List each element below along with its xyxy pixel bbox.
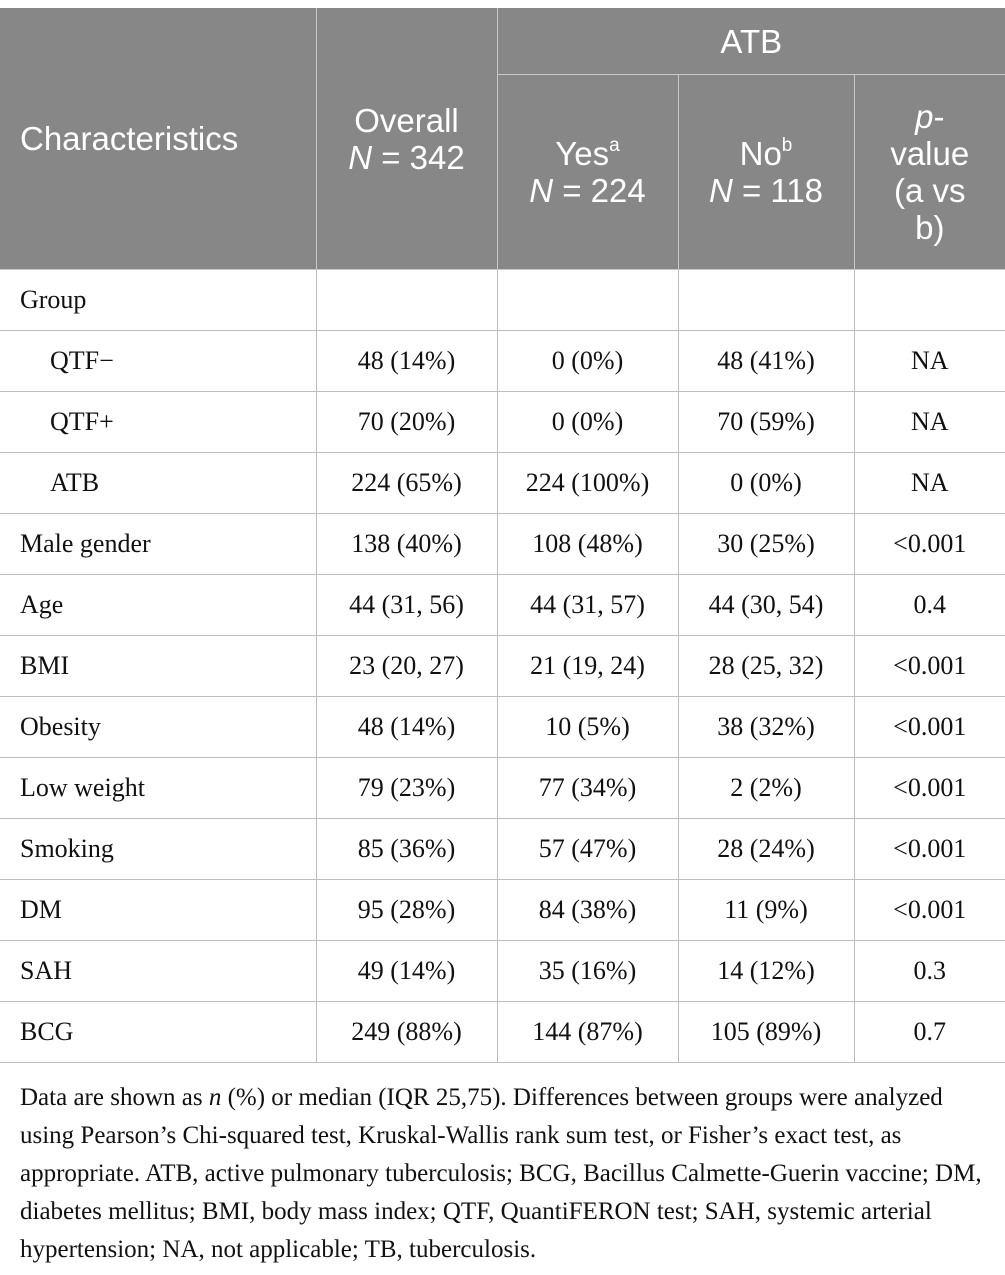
header-row-top (0, 8, 1005, 75)
row-label: Smoking (0, 819, 316, 880)
cell-atb-yes: 10 (5%) (497, 697, 678, 758)
row-label: DM (0, 880, 316, 941)
cell-atb-yes: 0 (0%) (497, 392, 678, 453)
table-row (0, 453, 1005, 514)
cell-atb-yes (497, 270, 678, 331)
cell-atb-no: 28 (24%) (678, 819, 854, 880)
cell-atb-no: 70 (59%) (678, 392, 854, 453)
header-yes-label: Yes (555, 135, 610, 172)
cell-pvalue: <0.001 (854, 697, 1005, 758)
row-label: BMI (0, 636, 316, 697)
cell-atb-no: 14 (12%) (678, 941, 854, 1002)
cell-atb-no: 30 (25%) (678, 514, 854, 575)
header-yes (497, 75, 678, 270)
cell-pvalue: 0.4 (854, 575, 1005, 636)
cell-atb-yes: 44 (31, 57) (497, 575, 678, 636)
cell-atb-no: 28 (25, 32) (678, 636, 854, 697)
header-yes-n-value: = 224 (553, 172, 646, 209)
row-label: QTF− (0, 331, 316, 392)
footnote-part1: Data are shown as (20, 1084, 209, 1111)
cell-overall: 79 (23%) (316, 758, 497, 819)
cell-atb-yes: 35 (16%) (497, 941, 678, 1002)
header-pvalue-line2: value (890, 135, 970, 172)
table-footnote (20, 1079, 985, 1269)
cell-overall: 49 (14%) (316, 941, 497, 1002)
header-yes-n-symbol: N (529, 172, 554, 209)
header-pvalue (854, 75, 1005, 270)
table-row (0, 270, 1005, 331)
row-label: QTF+ (0, 392, 316, 453)
row-label: ATB (0, 453, 316, 514)
header-no-n-symbol: N (708, 172, 733, 209)
table-row (0, 697, 1005, 758)
header-no-n-value: = 118 (732, 172, 824, 209)
cell-overall (316, 270, 497, 331)
header-no (678, 75, 854, 270)
table-row (0, 392, 1005, 453)
table-row (0, 819, 1005, 880)
cell-atb-yes: 0 (0%) (497, 331, 678, 392)
cell-atb-no: 105 (89%) (678, 1002, 854, 1063)
cell-pvalue: 0.7 (854, 1002, 1005, 1063)
table-row (0, 880, 1005, 941)
footnote-n-italic: n (208, 1084, 222, 1111)
characteristics-table-container (0, 8, 1005, 1269)
cell-pvalue: NA (854, 392, 1005, 453)
row-label: Group (0, 270, 316, 331)
cell-overall: 224 (65%) (316, 453, 497, 514)
cell-pvalue: 0.3 (854, 941, 1005, 1002)
cell-atb-no: 44 (30, 54) (678, 575, 854, 636)
cell-overall: 44 (31, 56) (316, 575, 497, 636)
row-label: Male gender (0, 514, 316, 575)
characteristics-table (0, 8, 1005, 1063)
row-label: BCG (0, 1002, 316, 1063)
cell-atb-no: 38 (32%) (678, 697, 854, 758)
cell-atb-yes: 108 (48%) (497, 514, 678, 575)
cell-atb-no: 11 (9%) (678, 880, 854, 941)
cell-overall: 138 (40%) (316, 514, 497, 575)
header-pvalue-dash: - (933, 98, 945, 135)
header-pvalue-line3: (a vs (894, 172, 966, 209)
table-body (0, 270, 1005, 1063)
header-overall-n-symbol: N (348, 138, 373, 176)
row-label: Obesity (0, 697, 316, 758)
header-pvalue-p: p (915, 98, 934, 135)
cell-atb-no: 48 (41%) (678, 331, 854, 392)
header-overall (316, 8, 497, 270)
cell-pvalue: NA (854, 331, 1005, 392)
header-atb-group: ATB (497, 8, 1005, 75)
cell-overall: 70 (20%) (316, 392, 497, 453)
row-label: SAH (0, 941, 316, 1002)
row-label: Age (0, 575, 316, 636)
header-pvalue-line4: b) (915, 209, 945, 246)
cell-pvalue: <0.001 (854, 636, 1005, 697)
header-overall-label: Overall (354, 101, 459, 139)
cell-atb-no: 0 (0%) (678, 453, 854, 514)
cell-overall: 85 (36%) (316, 819, 497, 880)
cell-atb-yes: 224 (100%) (497, 453, 678, 514)
table-row (0, 758, 1005, 819)
cell-pvalue: <0.001 (854, 880, 1005, 941)
cell-atb-no: 2 (2%) (678, 758, 854, 819)
header-yes-sup: a (609, 135, 620, 156)
cell-overall: 249 (88%) (316, 1002, 497, 1063)
cell-atb-yes: 57 (47%) (497, 819, 678, 880)
cell-atb-yes: 144 (87%) (497, 1002, 678, 1063)
table-row (0, 636, 1005, 697)
cell-pvalue: <0.001 (854, 514, 1005, 575)
cell-atb-yes: 77 (34%) (497, 758, 678, 819)
table-row (0, 514, 1005, 575)
table-row (0, 331, 1005, 392)
cell-pvalue: <0.001 (854, 819, 1005, 880)
header-overall-n-value: = 342 (372, 138, 465, 176)
cell-overall: 23 (20, 27) (316, 636, 497, 697)
table-row (0, 941, 1005, 1002)
cell-overall: 48 (14%) (316, 697, 497, 758)
cell-pvalue: <0.001 (854, 758, 1005, 819)
table-row (0, 1002, 1005, 1063)
table-row (0, 575, 1005, 636)
row-label: Low weight (0, 758, 316, 819)
header-no-label: No (739, 135, 782, 172)
header-characteristics: Characteristics (0, 8, 316, 270)
cell-pvalue: NA (854, 453, 1005, 514)
cell-atb-yes: 84 (38%) (497, 880, 678, 941)
cell-overall: 48 (14%) (316, 331, 497, 392)
cell-overall: 95 (28%) (316, 880, 497, 941)
footnote-part2: (%) or median (IQR 25,75). Differences between groups were analyzed using Pearson’s Chi-squared test, Kruskal-Wallis rank sum test, or Fisher’s exact test, as appropriate. ATB, active pulmonary tuberculosis; BCG, Bacillus Calmette-Guerin vaccine; DM, diabetes mellitus; BMI, body mass index; QTF, QuantiFERON test; SAH, systemic arterial hypertension; NA, not applicable; TB, tuberculosis. (20, 1084, 982, 1263)
cell-pvalue (854, 270, 1005, 331)
cell-atb-yes: 21 (19, 24) (497, 636, 678, 697)
header-no-sup: b (781, 135, 793, 156)
cell-atb-no (678, 270, 854, 331)
